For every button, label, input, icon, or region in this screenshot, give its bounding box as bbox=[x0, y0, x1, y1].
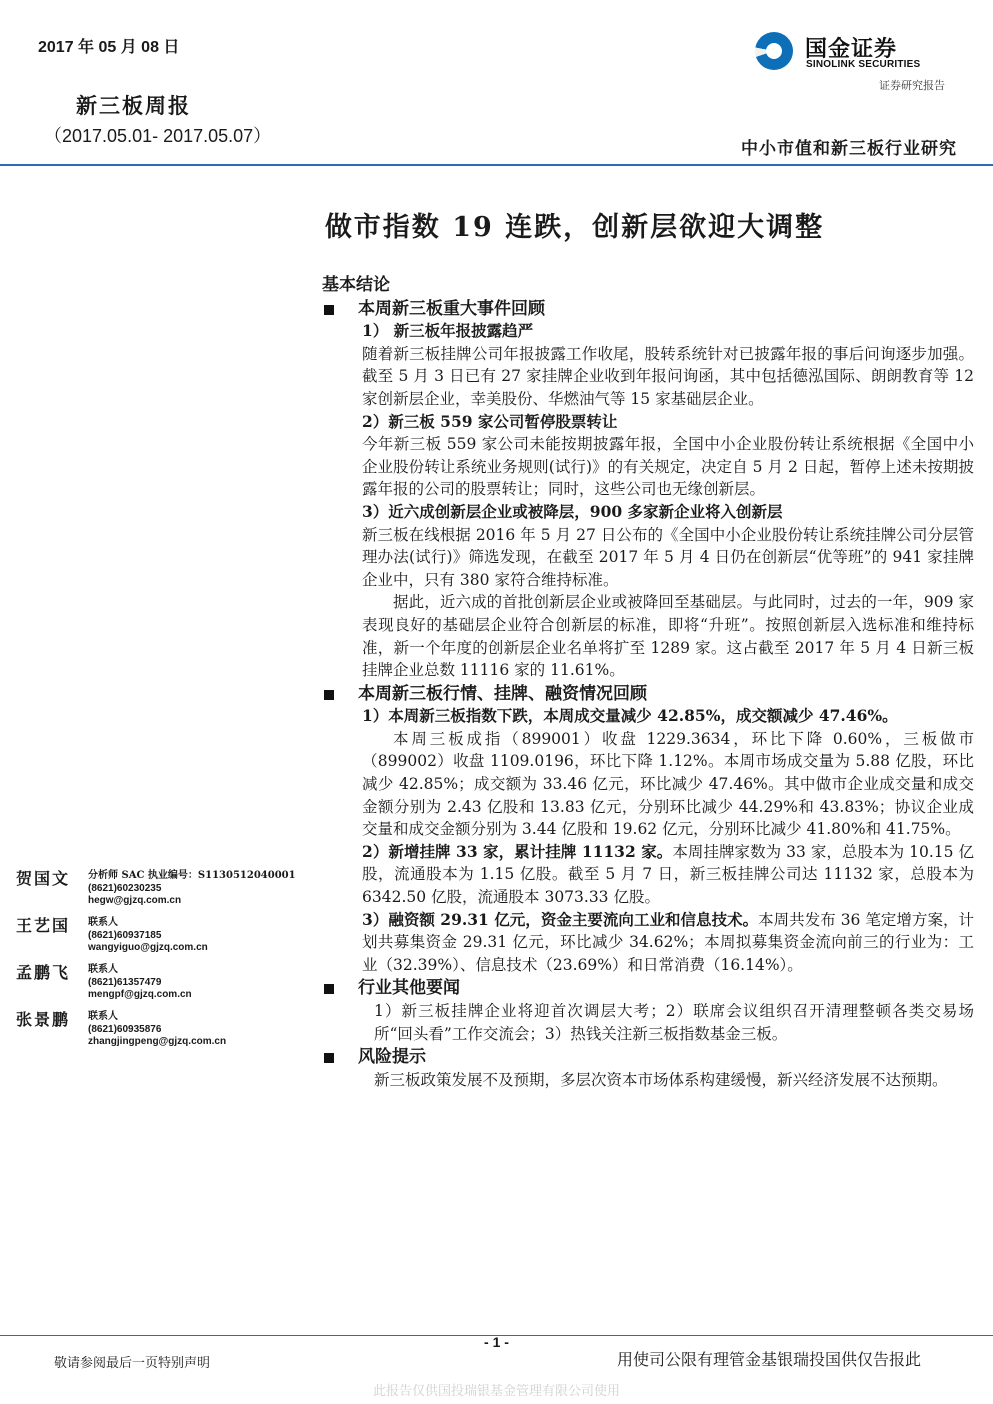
page-number: - 1 - bbox=[484, 1334, 509, 1350]
paragraph-lead: 3）融资额 29.31 亿元，资金主要流向工业和信息技术。 bbox=[362, 909, 759, 929]
analyst-entry bbox=[16, 1007, 316, 1054]
analyst-phone: (8621)61357479 bbox=[88, 976, 162, 988]
logo-circle-icon bbox=[755, 32, 793, 70]
square-bullet-icon bbox=[324, 690, 334, 700]
watermark: 此报告仅供国投瑞银基金管理有限公司使用 bbox=[372, 1383, 620, 1398]
disclaimer-note: 敬请参阅最后一页特别声明 bbox=[54, 1356, 211, 1371]
subheading: 1）本周新三板指数下跌，本周成交量减少 42.85%，成交额减少 47.46%。 bbox=[362, 706, 898, 726]
company-logo bbox=[755, 32, 945, 72]
analyst-entry bbox=[16, 960, 316, 1007]
logo-english-name: SINOLINK SECURITIES bbox=[806, 59, 921, 70]
section-heading-text: 风险提示 bbox=[358, 1047, 426, 1068]
analyst-entry bbox=[16, 866, 316, 913]
analyst-phone: (8621)60230235 bbox=[88, 882, 162, 894]
industry-label: 中小市值和新三板行业研究 bbox=[741, 139, 957, 159]
report-period: （2017.05.01- 2017.05.07） bbox=[44, 126, 272, 146]
paragraph: 随着新三板挂牌公司年报披露工作收尾，股转系统针对已披露年报的事后问询逐步加强。截至 5 月 3 日已有 27 家挂牌企业收到年报问询函，其中包括德泓国际、朗朗教育等 12 家创新层企业，幸美股份、华燃油气等 15 家基础层企业。 bbox=[362, 344, 974, 408]
analyst-email[interactable]: wangyiguo@gjzq.com.cn bbox=[88, 942, 208, 953]
analyst-name: 张景鹏 bbox=[16, 1010, 71, 1029]
report-body bbox=[322, 272, 974, 1091]
section-heading bbox=[322, 1046, 974, 1069]
footer-note: 用使司公限有理管金基银瑞投国供仅告报此 bbox=[617, 1352, 922, 1369]
headline: 做市指数 19 连跌，创新层欲迎大调整 bbox=[324, 212, 825, 243]
analyst-email[interactable]: mengpf@gjzq.com.cn bbox=[88, 989, 192, 1000]
report-date: 2017 年 05 月 08 日 bbox=[38, 39, 180, 56]
subheading: 2）新三板 559 家公司暂停股票转让 bbox=[362, 411, 618, 431]
analyst-role: 联系人 bbox=[88, 1011, 118, 1022]
subheading: 3）近六成创新层企业或被降层，900 多家新企业将入创新层 bbox=[362, 501, 783, 521]
header-divider bbox=[0, 164, 993, 166]
analyst-name: 王艺国 bbox=[16, 916, 71, 935]
analyst-entry bbox=[16, 913, 316, 960]
section-title: 基本结论 bbox=[322, 275, 390, 295]
analyst-role: 联系人 bbox=[88, 917, 118, 928]
square-bullet-icon bbox=[324, 1053, 334, 1063]
paragraph-text: 本周挂牌家数为 33 家，总股本为 10.15 亿股，流通股本为 1.15 亿股。截至 5 月 7 日，新三板挂牌公司达 11132 家，总股本为 6342.50 亿股，流通股本 3073.33 亿股。 bbox=[362, 842, 974, 907]
analyst-phone: (8621)60935876 bbox=[88, 1023, 162, 1035]
paragraph: 据此，近六成的首批创新层企业或被降回至基础层。与此同时，过去的一年，909 家表现良好的基础层企业符合创新层的标准，即将“升班”。按照创新层入选标准和维持标准，新一个年度的创新层企业名单将扩至 1289 家。这占截至 2017 年 5 月 4 日新三板挂牌企业总数 11116 家的 11.61%。 bbox=[362, 593, 974, 680]
analyst-list bbox=[16, 866, 316, 1054]
paragraph bbox=[322, 909, 974, 977]
report-title: 新三板周报 bbox=[76, 93, 191, 118]
section-heading bbox=[322, 977, 974, 1000]
subheading: 1） 新三板年报披露趋严 bbox=[362, 321, 534, 341]
paragraph-text: 本周共发布 36 笔定增方案，计划共募集资金 29.31 亿元，环比减少 34.62%；本周拟募集资金流向前三的行业为：工业（32.39%）、信息技术（23.69%）和日常消费（16.14%）。 bbox=[362, 910, 974, 974]
section-heading bbox=[322, 683, 974, 706]
analyst-name: 贺国文 bbox=[16, 869, 71, 888]
paragraph bbox=[322, 841, 974, 909]
square-bullet-icon bbox=[324, 984, 334, 994]
square-bullet-icon bbox=[324, 305, 334, 315]
report-type-label: 证券研究报告 bbox=[879, 79, 945, 92]
analyst-phone: (8621)60937185 bbox=[88, 929, 162, 941]
analyst-name: 孟鹏飞 bbox=[16, 963, 71, 982]
section-heading-text: 行业其他要闻 bbox=[358, 978, 460, 999]
analyst-email[interactable]: hegw@gjzq.com.cn bbox=[88, 895, 182, 906]
paragraph: 新三板在线根据 2016 年 5 月 27 日公布的《全国中小企业股份转让系统挂牌公司分层管理办法(试行)》筛选发现，在截至 2017 年 5 月 4 日仍在创新层“优等班”的 941 家挂牌企业中，只有 380 家符合维持标准。 bbox=[362, 525, 974, 589]
analyst-role: 联系人 bbox=[88, 964, 118, 975]
section-heading-text: 本周新三板重大事件回顾 bbox=[358, 298, 545, 319]
logo-chinese-name: 国金证券 bbox=[805, 36, 898, 61]
analyst-role: 分析师 SAC 执业编号：S1130512040001 bbox=[88, 870, 296, 881]
paragraph: 本周三板成指（899001）收盘 1229.3634，环比下降 0.60%，三板做市（899002）收盘 1109.0196，环比下降 1.12%。本周市场成交量为 5.88 亿股，环比减少 42.85%；成交额为 33.46 亿元，环比减少 47.46%。其中做市企业成交量和成交金额分别为 2.43 亿股和 13.83 亿元，分别环比减少 44.29%和 43.83%；协议企业成交量和成交金额分别为 3.44 亿股和 19.62 亿元，分别环比减少 41.80%和 41.75%。 bbox=[362, 729, 974, 839]
paragraph-lead: 2）新增挂牌 33 家，累计挂牌 11132 家。 bbox=[362, 841, 673, 861]
paragraph: 1）新三板挂牌企业将迎首次调层大考；2）联席会议组织召开清理整顿各类交易场所“回头看”工作交流会；3）热钱关注新三板指数基金三板。 bbox=[374, 1002, 974, 1043]
paragraph: 今年新三板 559 家公司未能按期披露年报，全国中小企业股份转让系统根据《全国中小企业股份转让系统业务规则(试行)》的有关规定，决定自 5 月 2 日起，暂停上述未按期披露年报的公司的股票转让；同时，这些公司也无缘创新层。 bbox=[362, 435, 974, 499]
analyst-email[interactable]: zhangjingpeng@gjzq.com.cn bbox=[88, 1036, 227, 1047]
section-heading-text: 本周新三板行情、挂牌、融资情况回顾 bbox=[358, 683, 647, 704]
section-heading bbox=[322, 298, 974, 321]
paragraph: 新三板政策发展不及预期，多层次资本市场体系构建缓慢，新兴经济发展不达预期。 bbox=[374, 1070, 948, 1089]
